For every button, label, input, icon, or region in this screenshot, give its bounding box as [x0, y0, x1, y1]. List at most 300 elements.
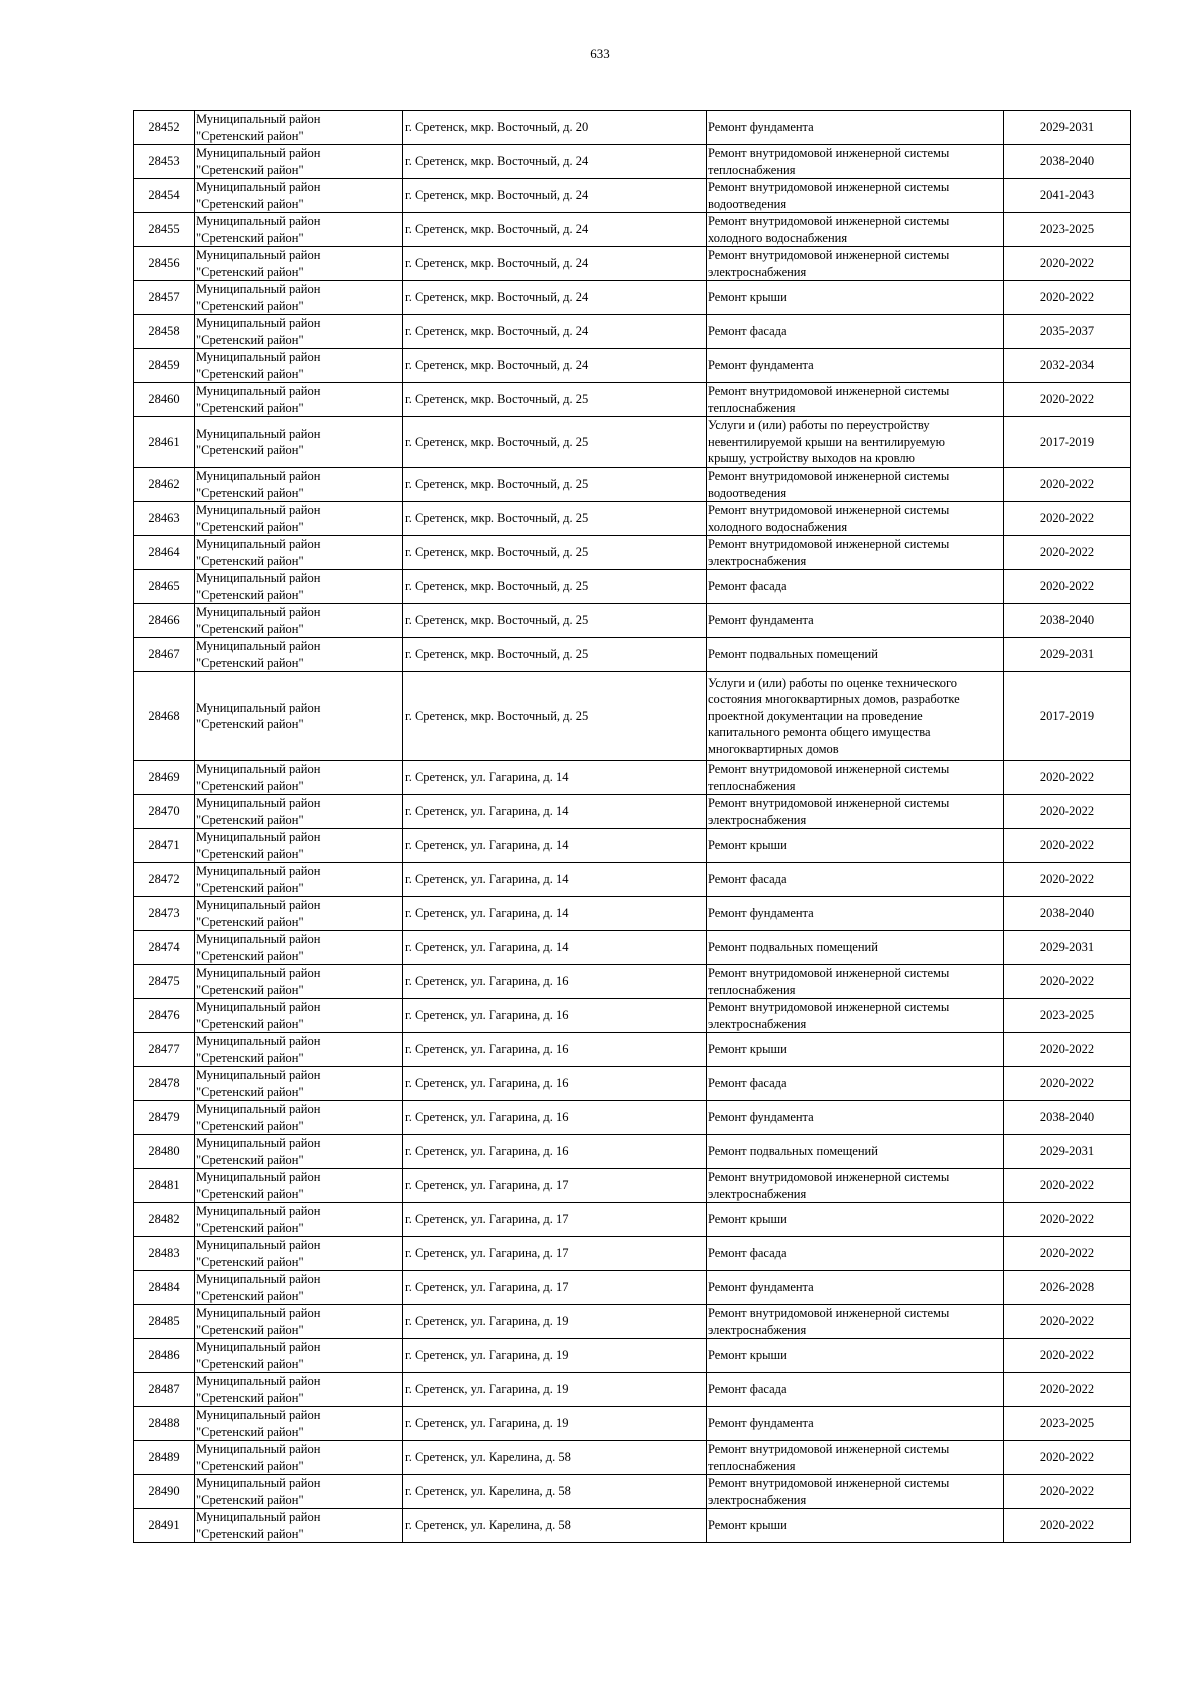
- period-cell: 2020-2022: [1004, 965, 1131, 999]
- address-cell: г. Сретенск, мкр. Восточный, д. 24: [403, 179, 707, 213]
- work-type-cell: [707, 1101, 1004, 1135]
- address-cell: г. Сретенск, ул. Гагарина, д. 14: [403, 829, 707, 863]
- work-type-line: многоквартирных домов: [708, 741, 839, 756]
- work-type-line: теплоснабжения: [708, 982, 796, 997]
- address-cell: г. Сретенск, мкр. Восточный, д. 25: [403, 536, 707, 570]
- row-number-cell: 28460: [134, 383, 195, 417]
- municipality-cell: [195, 417, 403, 468]
- period-cell: 2020-2022: [1004, 281, 1131, 315]
- municipality-cell: [195, 145, 403, 179]
- work-type-line: Ремонт фундамента: [708, 358, 814, 373]
- municipality-line: "Сретенский район": [196, 914, 304, 929]
- work-type-line: электроснабжения: [708, 1492, 807, 1507]
- period-cell: 2020-2022: [1004, 1373, 1131, 1407]
- municipality-line: Муниципальный район: [196, 1136, 321, 1150]
- address-cell: г. Сретенск, мкр. Восточный, д. 25: [403, 383, 707, 417]
- work-type-line: Ремонт крыши: [708, 290, 787, 305]
- work-type-cell: [707, 179, 1004, 213]
- work-type-cell: [707, 1169, 1004, 1203]
- table-row: [134, 281, 1131, 315]
- address-cell: г. Сретенск, мкр. Восточный, д. 25: [403, 502, 707, 536]
- address-cell: г. Сретенск, мкр. Восточный, д. 24: [403, 315, 707, 349]
- municipality-line: "Сретенский район": [196, 553, 304, 568]
- address-cell: г. Сретенск, ул. Гагарина, д. 16: [403, 1067, 707, 1101]
- table-row: [134, 604, 1131, 638]
- row-number-cell: 28462: [134, 468, 195, 502]
- address-cell: г. Сретенск, ул. Гагарина, д. 16: [403, 1101, 707, 1135]
- work-type-line: Ремонт внутридомовой инженерной системы: [708, 762, 950, 776]
- address-cell: г. Сретенск, ул. Гагарина, д. 17: [403, 1237, 707, 1271]
- work-type-line: Ремонт внутридомовой инженерной системы: [708, 1476, 950, 1490]
- municipality-line: Муниципальный район: [196, 700, 321, 715]
- address-cell: г. Сретенск, ул. Гагарина, д. 19: [403, 1407, 707, 1441]
- address-cell: г. Сретенск, мкр. Восточный, д. 24: [403, 349, 707, 383]
- row-number-cell: 28485: [134, 1305, 195, 1339]
- work-type-line: электроснабжения: [708, 812, 807, 827]
- table-row: [134, 502, 1131, 536]
- municipality-cell: [195, 638, 403, 672]
- row-number-cell: 28490: [134, 1475, 195, 1509]
- row-number-cell: 28483: [134, 1237, 195, 1271]
- table-row: [134, 999, 1131, 1033]
- row-number-cell: 28458: [134, 315, 195, 349]
- municipality-cell: [195, 1135, 403, 1169]
- work-type-line: Ремонт фундамента: [708, 906, 814, 921]
- work-type-line: Ремонт внутридомовой инженерной системы: [708, 180, 950, 194]
- table-row: [134, 247, 1131, 281]
- work-type-cell: [707, 1339, 1004, 1373]
- work-type-line: невентилируемой крыши на вентилируемую: [708, 434, 945, 449]
- work-type-line: теплоснабжения: [708, 162, 796, 177]
- municipality-cell: [195, 1033, 403, 1067]
- municipality-cell: [195, 931, 403, 965]
- work-type-line: Ремонт крыши: [708, 838, 787, 853]
- row-number-cell: 28475: [134, 965, 195, 999]
- municipality-line: "Сретенский район": [196, 1016, 304, 1031]
- period-cell: 2023-2025: [1004, 1407, 1131, 1441]
- work-type-cell: [707, 315, 1004, 349]
- municipality-cell: [195, 570, 403, 604]
- period-cell: 2023-2025: [1004, 999, 1131, 1033]
- municipality-cell: [195, 247, 403, 281]
- municipality-line: Муниципальный район: [196, 830, 321, 844]
- municipality-line: "Сретенский район": [196, 655, 304, 670]
- work-type-line: Ремонт внутридомовой инженерной системы: [708, 469, 950, 483]
- municipality-line: Муниципальный район: [196, 571, 321, 585]
- address-cell: г. Сретенск, ул. Гагарина, д. 14: [403, 897, 707, 931]
- address-cell: г. Сретенск, мкр. Восточный, д. 25: [403, 570, 707, 604]
- municipality-cell: [195, 468, 403, 502]
- period-cell: 2020-2022: [1004, 829, 1131, 863]
- row-number-cell: 28481: [134, 1169, 195, 1203]
- municipality-cell: [195, 1101, 403, 1135]
- row-number-cell: 28467: [134, 638, 195, 672]
- period-cell: 2020-2022: [1004, 1067, 1131, 1101]
- work-type-line: электроснабжения: [708, 1322, 807, 1337]
- municipality-line: "Сретенский район": [196, 1390, 304, 1405]
- municipality-line: "Сретенский район": [196, 778, 304, 793]
- municipality-line: "Сретенский район": [196, 519, 304, 534]
- address-cell: г. Сретенск, мкр. Восточный, д. 20: [403, 111, 707, 145]
- table-row: [134, 1407, 1131, 1441]
- work-type-cell: [707, 1203, 1004, 1237]
- period-cell: 2020-2022: [1004, 502, 1131, 536]
- address-cell: г. Сретенск, мкр. Восточный, д. 24: [403, 213, 707, 247]
- work-type-cell: [707, 829, 1004, 863]
- row-number-cell: 28456: [134, 247, 195, 281]
- row-number-cell: 28488: [134, 1407, 195, 1441]
- work-type-line: Ремонт фасада: [708, 579, 787, 594]
- row-number-cell: 28455: [134, 213, 195, 247]
- table-row: [134, 795, 1131, 829]
- period-cell: 2020-2022: [1004, 1305, 1131, 1339]
- municipality-line: "Сретенский район": [196, 128, 304, 143]
- work-type-cell: [707, 897, 1004, 931]
- row-number-cell: 28471: [134, 829, 195, 863]
- work-type-line: Ремонт фасада: [708, 1246, 787, 1261]
- municipality-cell: [195, 1509, 403, 1543]
- municipality-line: "Сретенский район": [196, 162, 304, 177]
- row-number-cell: 28474: [134, 931, 195, 965]
- period-cell: 2017-2019: [1004, 417, 1131, 468]
- municipality-cell: [195, 672, 403, 761]
- municipality-cell: [195, 761, 403, 795]
- row-number-cell: 28452: [134, 111, 195, 145]
- municipality-cell: [195, 383, 403, 417]
- table-row: [134, 638, 1131, 672]
- municipality-cell: [195, 1373, 403, 1407]
- table-row: [134, 315, 1131, 349]
- municipality-cell: [195, 1339, 403, 1373]
- period-cell: 2020-2022: [1004, 863, 1131, 897]
- address-cell: г. Сретенск, мкр. Восточный, д. 24: [403, 281, 707, 315]
- address-cell: г. Сретенск, ул. Гагарина, д. 17: [403, 1271, 707, 1305]
- table-row: [134, 1135, 1131, 1169]
- municipality-line: "Сретенский район": [196, 1424, 304, 1439]
- address-cell: г. Сретенск, ул. Гагарина, д. 19: [403, 1373, 707, 1407]
- row-number-cell: 28480: [134, 1135, 195, 1169]
- municipality-line: "Сретенский район": [196, 1050, 304, 1065]
- row-number-cell: 28491: [134, 1509, 195, 1543]
- municipality-line: "Сретенский район": [196, 1356, 304, 1371]
- period-cell: 2020-2022: [1004, 761, 1131, 795]
- table-row: [134, 761, 1131, 795]
- municipality-line: "Сретенский район": [196, 846, 304, 861]
- work-type-cell: [707, 570, 1004, 604]
- row-number-cell: 28466: [134, 604, 195, 638]
- municipality-cell: [195, 897, 403, 931]
- period-cell: 2020-2022: [1004, 1203, 1131, 1237]
- row-number-cell: 28453: [134, 145, 195, 179]
- table-row: [134, 1169, 1131, 1203]
- municipality-line: "Сретенский район": [196, 485, 304, 500]
- row-number-cell: 28476: [134, 999, 195, 1033]
- municipality-line: Муниципальный район: [196, 1306, 321, 1320]
- work-type-line: Ремонт подвальных помещений: [708, 940, 878, 955]
- work-type-cell: [707, 795, 1004, 829]
- period-cell: 2023-2025: [1004, 213, 1131, 247]
- work-type-line: Ремонт фасада: [708, 1076, 787, 1091]
- row-number-cell: 28477: [134, 1033, 195, 1067]
- page-number: 633: [590, 46, 610, 61]
- municipality-line: "Сретенский район": [196, 196, 304, 211]
- work-type-line: водоотведения: [708, 485, 787, 500]
- municipality-line: Муниципальный район: [196, 898, 321, 912]
- municipality-line: Муниципальный район: [196, 1102, 321, 1116]
- table-row: [134, 1305, 1131, 1339]
- work-type-line: Ремонт внутридомовой инженерной системы: [708, 1170, 950, 1184]
- work-type-line: электроснабжения: [708, 1186, 807, 1201]
- row-number-cell: 28463: [134, 502, 195, 536]
- period-cell: 2020-2022: [1004, 536, 1131, 570]
- municipality-line: Муниципальный район: [196, 282, 321, 296]
- work-type-line: Ремонт фасада: [708, 324, 787, 339]
- table-row: [134, 1441, 1131, 1475]
- work-type-line: Ремонт фундамента: [708, 613, 814, 628]
- work-type-line: Ремонт фундамента: [708, 1416, 814, 1431]
- address-cell: г. Сретенск, мкр. Восточный, д. 25: [403, 417, 707, 468]
- municipality-cell: [195, 315, 403, 349]
- municipality-line: Муниципальный район: [196, 796, 321, 810]
- work-type-cell: [707, 417, 1004, 468]
- address-cell: г. Сретенск, ул. Гагарина, д. 19: [403, 1339, 707, 1373]
- table-row: [134, 179, 1131, 213]
- period-cell: 2020-2022: [1004, 1475, 1131, 1509]
- table-row: [134, 383, 1131, 417]
- municipality-line: Муниципальный район: [196, 214, 321, 228]
- work-type-cell: [707, 213, 1004, 247]
- table-row: [134, 1067, 1131, 1101]
- municipality-line: "Сретенский район": [196, 717, 304, 731]
- municipality-cell: [195, 1305, 403, 1339]
- municipality-line: Муниципальный район: [196, 469, 321, 483]
- work-type-line: Ремонт внутридомовой инженерной системы: [708, 384, 950, 398]
- municipality-line: Муниципальный район: [196, 1000, 321, 1014]
- municipality-line: "Сретенский район": [196, 948, 304, 963]
- table-row: [134, 468, 1131, 502]
- work-type-cell: [707, 247, 1004, 281]
- row-number-cell: 28468: [134, 672, 195, 761]
- address-cell: г. Сретенск, ул. Гагарина, д. 14: [403, 863, 707, 897]
- municipality-line: Муниципальный район: [196, 537, 321, 551]
- municipality-cell: [195, 281, 403, 315]
- period-cell: 2029-2031: [1004, 1135, 1131, 1169]
- address-cell: г. Сретенск, ул. Гагарина, д. 16: [403, 965, 707, 999]
- municipality-line: Муниципальный район: [196, 1034, 321, 1048]
- work-type-cell: [707, 468, 1004, 502]
- work-type-cell: [707, 383, 1004, 417]
- work-type-line: Ремонт фундамента: [708, 1280, 814, 1295]
- municipality-line: "Сретенский район": [196, 230, 304, 245]
- row-number-cell: 28470: [134, 795, 195, 829]
- municipality-line: Муниципальный район: [196, 180, 321, 194]
- work-type-line: Ремонт крыши: [708, 1212, 787, 1227]
- municipality-line: "Сретенский район": [196, 880, 304, 895]
- work-type-cell: [707, 672, 1004, 761]
- table-row: [134, 1033, 1131, 1067]
- work-type-line: водоотведения: [708, 196, 787, 211]
- table-row: [134, 213, 1131, 247]
- municipality-line: "Сретенский район": [196, 1152, 304, 1167]
- work-type-cell: [707, 111, 1004, 145]
- municipality-cell: [195, 829, 403, 863]
- table-row: [134, 111, 1131, 145]
- period-cell: 2020-2022: [1004, 247, 1131, 281]
- municipality-cell: [195, 1441, 403, 1475]
- table-row: [134, 1373, 1131, 1407]
- work-type-line: Ремонт фасада: [708, 1382, 787, 1397]
- municipality-cell: [195, 1475, 403, 1509]
- work-type-cell: [707, 931, 1004, 965]
- municipality-line: Муниципальный район: [196, 112, 321, 126]
- table-row: [134, 931, 1131, 965]
- work-type-line: Ремонт внутридомовой инженерной системы: [708, 146, 950, 160]
- municipality-line: Муниципальный район: [196, 350, 321, 364]
- municipality-line: "Сретенский район": [196, 1526, 304, 1541]
- table-row: [134, 1271, 1131, 1305]
- table-row: [134, 829, 1131, 863]
- row-number-cell: 28479: [134, 1101, 195, 1135]
- repair-schedule-table: [133, 110, 1131, 1543]
- municipality-cell: [195, 795, 403, 829]
- work-type-line: Ремонт фундамента: [708, 1110, 814, 1125]
- table-row: [134, 1509, 1131, 1543]
- municipality-cell: [195, 965, 403, 999]
- work-type-line: теплоснабжения: [708, 400, 796, 415]
- work-type-cell: [707, 1441, 1004, 1475]
- work-type-line: холодного водоснабжения: [708, 230, 848, 245]
- municipality-line: "Сретенский район": [196, 621, 304, 636]
- address-cell: г. Сретенск, ул. Карелина, д. 58: [403, 1509, 707, 1543]
- work-type-line: Ремонт фасада: [708, 872, 787, 887]
- work-type-cell: [707, 1033, 1004, 1067]
- municipality-line: Муниципальный район: [196, 864, 321, 878]
- work-type-cell: [707, 761, 1004, 795]
- row-number-cell: 28487: [134, 1373, 195, 1407]
- work-type-line: электроснабжения: [708, 1016, 807, 1031]
- table-row: [134, 672, 1131, 761]
- municipality-line: Муниципальный район: [196, 1068, 321, 1082]
- row-number-cell: 28464: [134, 536, 195, 570]
- municipality-line: "Сретенский район": [196, 1254, 304, 1269]
- work-type-line: проектной документации на проведение: [708, 708, 923, 723]
- work-type-cell: [707, 1475, 1004, 1509]
- work-type-line: Ремонт внутридомовой инженерной системы: [708, 1442, 950, 1456]
- address-cell: г. Сретенск, мкр. Восточный, д. 25: [403, 604, 707, 638]
- address-cell: г. Сретенск, ул. Гагарина, д. 14: [403, 931, 707, 965]
- work-type-cell: [707, 1509, 1004, 1543]
- municipality-line: Муниципальный район: [196, 762, 321, 776]
- row-number-cell: 28473: [134, 897, 195, 931]
- municipality-line: "Сретенский район": [196, 1084, 304, 1099]
- period-cell: 2038-2040: [1004, 604, 1131, 638]
- row-number-cell: 28484: [134, 1271, 195, 1305]
- work-type-line: теплоснабжения: [708, 1458, 796, 1473]
- municipality-cell: [195, 999, 403, 1033]
- period-cell: 2020-2022: [1004, 795, 1131, 829]
- work-type-line: капитального ремонта общего имущества: [708, 725, 931, 740]
- municipality-line: Муниципальный район: [196, 1272, 321, 1286]
- work-type-line: Ремонт внутридомовой инженерной системы: [708, 248, 950, 262]
- table-row: [134, 897, 1131, 931]
- address-cell: г. Сретенск, ул. Гагарина, д. 17: [403, 1203, 707, 1237]
- municipality-cell: [195, 1169, 403, 1203]
- period-cell: 2020-2022: [1004, 468, 1131, 502]
- work-type-cell: [707, 145, 1004, 179]
- work-type-line: Ремонт внутридомовой инженерной системы: [708, 214, 950, 228]
- address-cell: г. Сретенск, мкр. Восточный, д. 25: [403, 672, 707, 761]
- municipality-cell: [195, 502, 403, 536]
- municipality-line: Муниципальный район: [196, 1476, 321, 1490]
- municipality-line: Муниципальный район: [196, 1238, 321, 1252]
- municipality-line: Муниципальный район: [196, 146, 321, 160]
- period-cell: 2020-2022: [1004, 570, 1131, 604]
- municipality-line: Муниципальный район: [196, 1204, 321, 1218]
- work-type-cell: [707, 965, 1004, 999]
- period-cell: 2020-2022: [1004, 1033, 1131, 1067]
- municipality-line: "Сретенский район": [196, 1118, 304, 1133]
- municipality-cell: [195, 111, 403, 145]
- table-row: [134, 145, 1131, 179]
- municipality-line: Муниципальный район: [196, 966, 321, 980]
- period-cell: 2038-2040: [1004, 145, 1131, 179]
- work-type-line: Ремонт крыши: [708, 1348, 787, 1363]
- municipality-cell: [195, 863, 403, 897]
- period-cell: 2038-2040: [1004, 897, 1131, 931]
- address-cell: г. Сретенск, ул. Карелина, д. 58: [403, 1475, 707, 1509]
- municipality-line: Муниципальный район: [196, 605, 321, 619]
- municipality-cell: [195, 536, 403, 570]
- municipality-line: "Сретенский район": [196, 1288, 304, 1303]
- period-cell: 2029-2031: [1004, 638, 1131, 672]
- work-type-line: электроснабжения: [708, 264, 807, 279]
- municipality-line: "Сретенский район": [196, 1186, 304, 1201]
- work-type-line: Ремонт внутридомовой инженерной системы: [708, 1306, 950, 1320]
- address-cell: г. Сретенск, мкр. Восточный, д. 24: [403, 247, 707, 281]
- municipality-cell: [195, 1407, 403, 1441]
- municipality-line: Муниципальный район: [196, 639, 321, 653]
- row-number-cell: 28459: [134, 349, 195, 383]
- municipality-line: Муниципальный район: [196, 503, 321, 517]
- municipality-line: Муниципальный район: [196, 1170, 321, 1184]
- work-type-line: Ремонт подвальных помещений: [708, 1144, 878, 1159]
- table-body: [134, 111, 1131, 1543]
- work-type-line: Ремонт фундамента: [708, 120, 814, 135]
- address-cell: г. Сретенск, ул. Гагарина, д. 16: [403, 1033, 707, 1067]
- address-cell: г. Сретенск, ул. Гагарина, д. 17: [403, 1169, 707, 1203]
- period-cell: 2038-2040: [1004, 1101, 1131, 1135]
- municipality-cell: [195, 1237, 403, 1271]
- municipality-line: Муниципальный район: [196, 384, 321, 398]
- period-cell: 2020-2022: [1004, 1339, 1131, 1373]
- period-cell: 2032-2034: [1004, 349, 1131, 383]
- work-type-line: Услуги и (или) работы по переустройству: [708, 418, 930, 433]
- municipality-line: Муниципальный район: [196, 1442, 321, 1456]
- municipality-line: "Сретенский район": [196, 587, 304, 602]
- table-row: [134, 863, 1131, 897]
- row-number-cell: 28461: [134, 417, 195, 468]
- municipality-line: "Сретенский район": [196, 264, 304, 279]
- work-type-line: состояния многоквартирных домов, разработке: [708, 692, 960, 707]
- row-number-cell: 28469: [134, 761, 195, 795]
- municipality-line: Муниципальный район: [196, 1340, 321, 1354]
- period-cell: 2035-2037: [1004, 315, 1131, 349]
- municipality-line: "Сретенский район": [196, 400, 304, 415]
- municipality-cell: [195, 1067, 403, 1101]
- address-cell: г. Сретенск, мкр. Восточный, д. 24: [403, 145, 707, 179]
- period-cell: 2026-2028: [1004, 1271, 1131, 1305]
- municipality-cell: [195, 349, 403, 383]
